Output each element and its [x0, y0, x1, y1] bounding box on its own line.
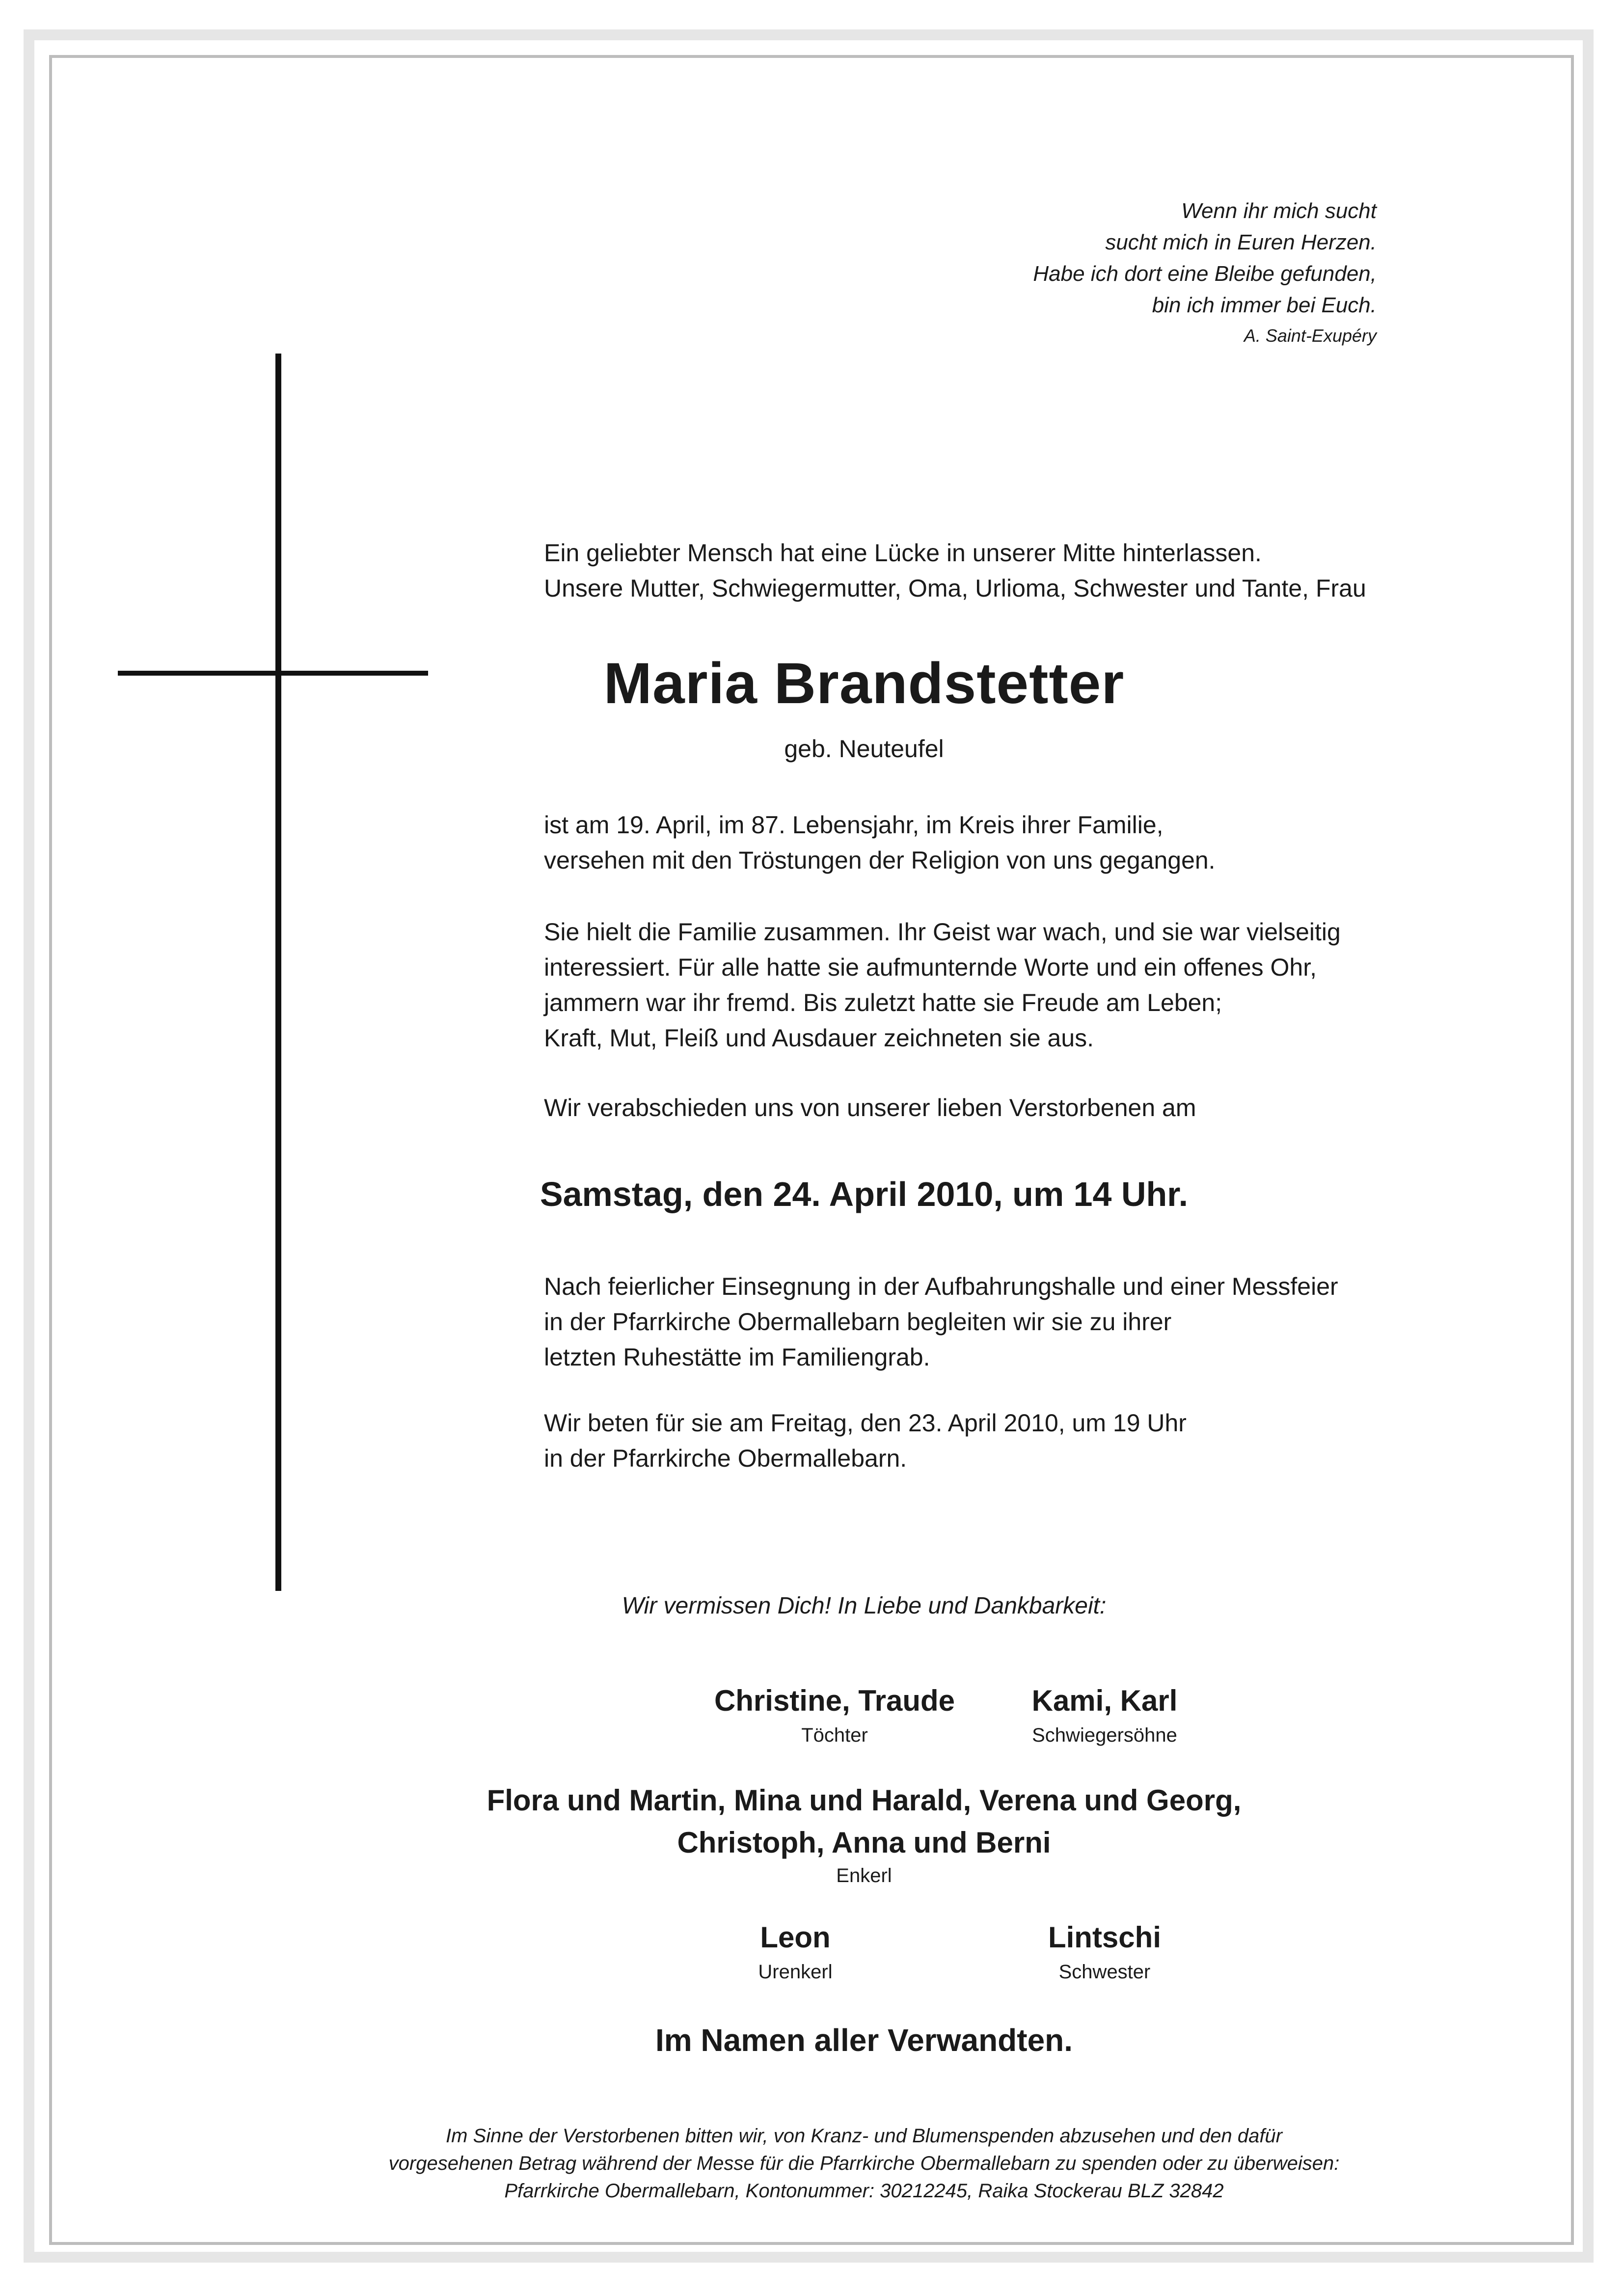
burial-paragraph [544, 1269, 1338, 1375]
cross-vertical-bar [275, 354, 281, 1591]
intro-line: Ein geliebter Mensch hat eine Lücke in unserer Mitte hinterlassen. [544, 539, 1262, 567]
mourner-sister [947, 1918, 1262, 1987]
burial-line: letzten Ruhestätte im Familiengrab. [544, 1343, 930, 1371]
closing-line: Wir vermissen Dich! In Liebe und Dankbarkeit: [622, 1593, 1107, 1619]
burial-line: Nach feierlicher Einsegnung in der Aufbahrungshalle und einer Messfeier [544, 1273, 1338, 1300]
mourner-relation: Urenkerl [758, 1961, 833, 1983]
donation-note [344, 2122, 1384, 2205]
cross-horizontal-bar [118, 671, 428, 676]
footer-line: Im Sinne der Verstorbenen bitten wir, von Kranz- und Blumenspenden abzusehen und den dafür [445, 2125, 1283, 2147]
mourner-names: Leon [760, 1921, 831, 1954]
mourner-names: Kami, Karl [1031, 1684, 1178, 1717]
mourner-names: Lintschi [1048, 1921, 1161, 1954]
tribute-line: Sie hielt die Familie zusammen. Ihr Geist war wach, und sie war vielseitig [544, 918, 1341, 946]
mourner-names: Christine, Traude [714, 1684, 955, 1717]
grandchildren-relation: Enkerl [836, 1865, 892, 1886]
burial-line: in der Pfarrkirche Obermallebarn begleiten wir sie zu ihrer [544, 1308, 1172, 1336]
mourner-relation: Töchter [801, 1724, 868, 1746]
intro-paragraph [544, 535, 1366, 606]
tribute-line: interessiert. Für alle hatte sie aufmunternde Worte und ein offenes Ohr, [544, 954, 1317, 981]
grandchildren-line: Christoph, Anna und Berni [677, 1826, 1051, 1859]
quote-author: A. Saint-Exupéry [1244, 326, 1377, 346]
prayer-line: in der Pfarrkirche Obermallebarn. [544, 1445, 907, 1472]
grandchildren-line: Flora und Martin, Mina und Harald, Verena und Georg, [487, 1784, 1242, 1817]
mourner-daughters [677, 1681, 992, 1750]
footer-line: vorgesehenen Betrag während der Messe für die Pfarrkirche Obermallebarn zu spenden oder zu überweisen: [388, 2153, 1340, 2174]
tribute-line: Kraft, Mut, Fleiß und Ausdauer zeichneten sie aus. [544, 1024, 1094, 1052]
funeral-date: Samstag, den 24. April 2010, um 14 Uhr. [540, 1175, 1189, 1213]
tribute-line: jammern war ihr fremd. Bis zuletzt hatte sie Freude am Leben; [544, 989, 1222, 1016]
quote-line: Habe ich dort eine Bleibe gefunden, [1033, 262, 1377, 286]
death-paragraph [544, 807, 1216, 878]
quote-line: Wenn ihr mich sucht [1181, 199, 1377, 223]
death-line: ist am 19. April, im 87. Lebensjahr, im Kreis ihrer Familie, [544, 811, 1163, 839]
mourner-relation: Schwester [1058, 1961, 1151, 1983]
footer-line: Pfarrkirche Obermallebarn, Kontonummer: 30212245, Raika Stockerau BLZ 32842 [504, 2180, 1224, 2202]
intro-line: Unsere Mutter, Schwiegermutter, Oma, Urlioma, Schwester und Tante, Frau [544, 574, 1366, 602]
farewell-intro-text: Wir verabschieden uns von unserer lieben Verstorbenen am [544, 1094, 1196, 1121]
mourner-relation: Schwiegersöhne [1032, 1724, 1177, 1746]
epigraph-quote [1033, 195, 1377, 351]
mourner-great-grandchild [638, 1918, 952, 1987]
birth-name: geb. Neuteufel [784, 735, 944, 763]
mourner-grandchildren [442, 1779, 1286, 1864]
quote-line: bin ich immer bei Euch. [1152, 293, 1377, 317]
prayer-paragraph [544, 1405, 1187, 1476]
deceased-name: Maria Brandstetter [603, 651, 1125, 716]
tribute-paragraph [544, 914, 1341, 1056]
death-line: versehen mit den Tröstungen der Religion von uns gegangen. [544, 847, 1216, 874]
prayer-line: Wir beten für sie am Freitag, den 23. April 2010, um 19 Uhr [544, 1409, 1187, 1437]
farewell-intro [544, 1090, 1196, 1125]
quote-line: sucht mich in Euren Herzen. [1105, 230, 1377, 254]
mourner-sons-in-law [947, 1681, 1262, 1750]
family-line: Im Namen aller Verwandten. [655, 2023, 1073, 2058]
